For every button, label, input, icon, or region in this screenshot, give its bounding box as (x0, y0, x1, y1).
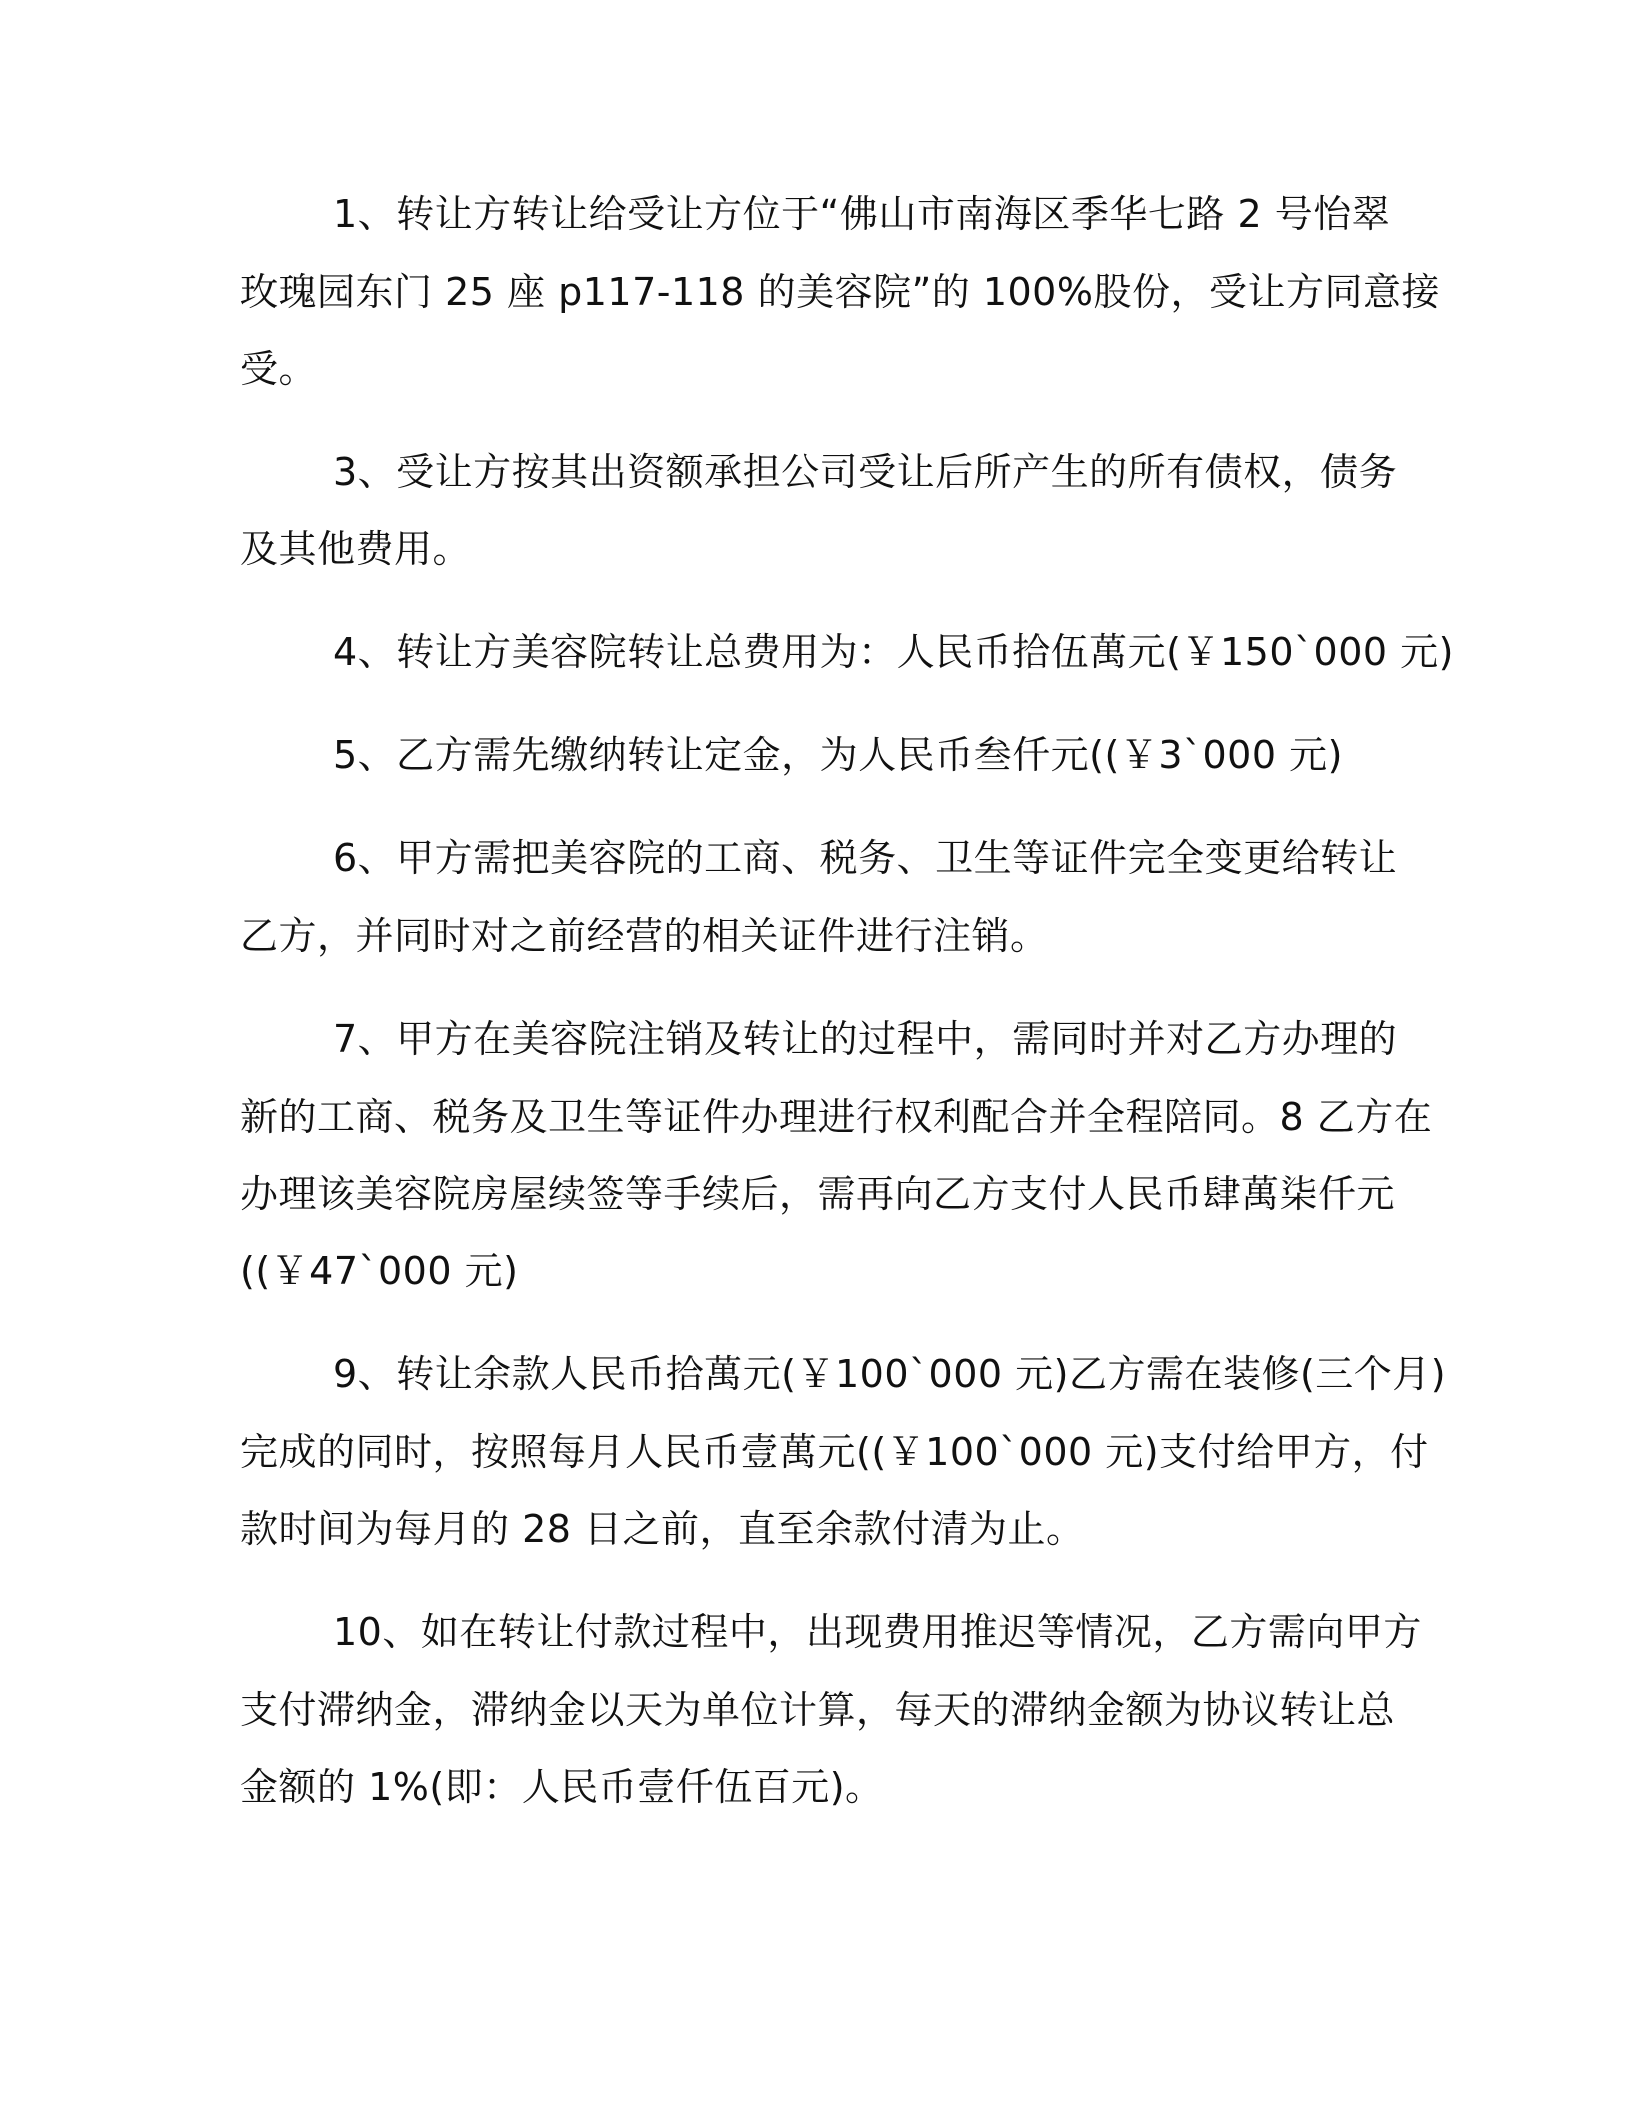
clause-10-line-2: 支付滞纳金，滞纳金以天为单位计算，每天的滞纳金额为协议转让总 (240, 1688, 1396, 1732)
clause-7-line-1: 7、甲方在美容院注销及转让的过程中，需同时并对乙方办理的 (333, 1017, 1398, 1061)
clause-5-line-1: 5、乙方需先缴纳转让定金，为人民币叁仟元((￥3`000 元) (333, 733, 1343, 777)
clause-9-line-2: 完成的同时，按照每月人民币壹萬元((￥100`000 元)支付给甲方，付 (240, 1430, 1429, 1474)
clause-3-line-1: 3、受让方按其出资额承担公司受让后所产生的所有债权，债务 (333, 450, 1398, 494)
clause-9-line-1: 9、转让余款人民币拾萬元(￥100`000 元)乙方需在装修(三个月) (333, 1352, 1447, 1396)
clause-1-line-2: 玫瑰园东门 25 座 p117-118 的美容院”的 100%股份，受让方同意接 (240, 270, 1440, 314)
clause-7-line-2: 新的工商、税务及卫生等证件办理进行权利配合并全程陪同。8 乙方在 (240, 1095, 1433, 1139)
clause-3-line-2: 及其他费用。 (240, 527, 472, 571)
clause-7-line-4: ((￥47`000 元) (240, 1249, 519, 1293)
clause-6-line-1: 6、甲方需把美容院的工商、税务、卫生等证件完全变更给转让 (333, 836, 1398, 880)
clause-9-line-3: 款时间为每月的 28 日之前，直至余款付清为止。 (240, 1507, 1085, 1551)
clause-6-line-2: 乙方，并同时对之前经营的相关证件进行注销。 (240, 914, 1049, 958)
clause-10-line-3: 金额的 1%(即：人民币壹仟伍百元)。 (240, 1765, 884, 1809)
clause-7-line-3: 办理该美容院房屋续签等手续后，需再向乙方支付人民币肆萬柒仟元 (240, 1172, 1396, 1216)
clause-1-line-3: 受。 (240, 347, 318, 391)
clause-1-line-1: 1、转让方转让给受让方位于“佛山市南海区季华七路 2 号怡翠 (333, 192, 1391, 236)
clause-10-line-1: 10、如在转让付款过程中，出现费用推迟等情况，乙方需向甲方 (333, 1610, 1422, 1654)
clause-4-line-1: 4、转让方美容院转让总费用为：人民币拾伍萬元(￥150`000 元) (333, 630, 1454, 674)
